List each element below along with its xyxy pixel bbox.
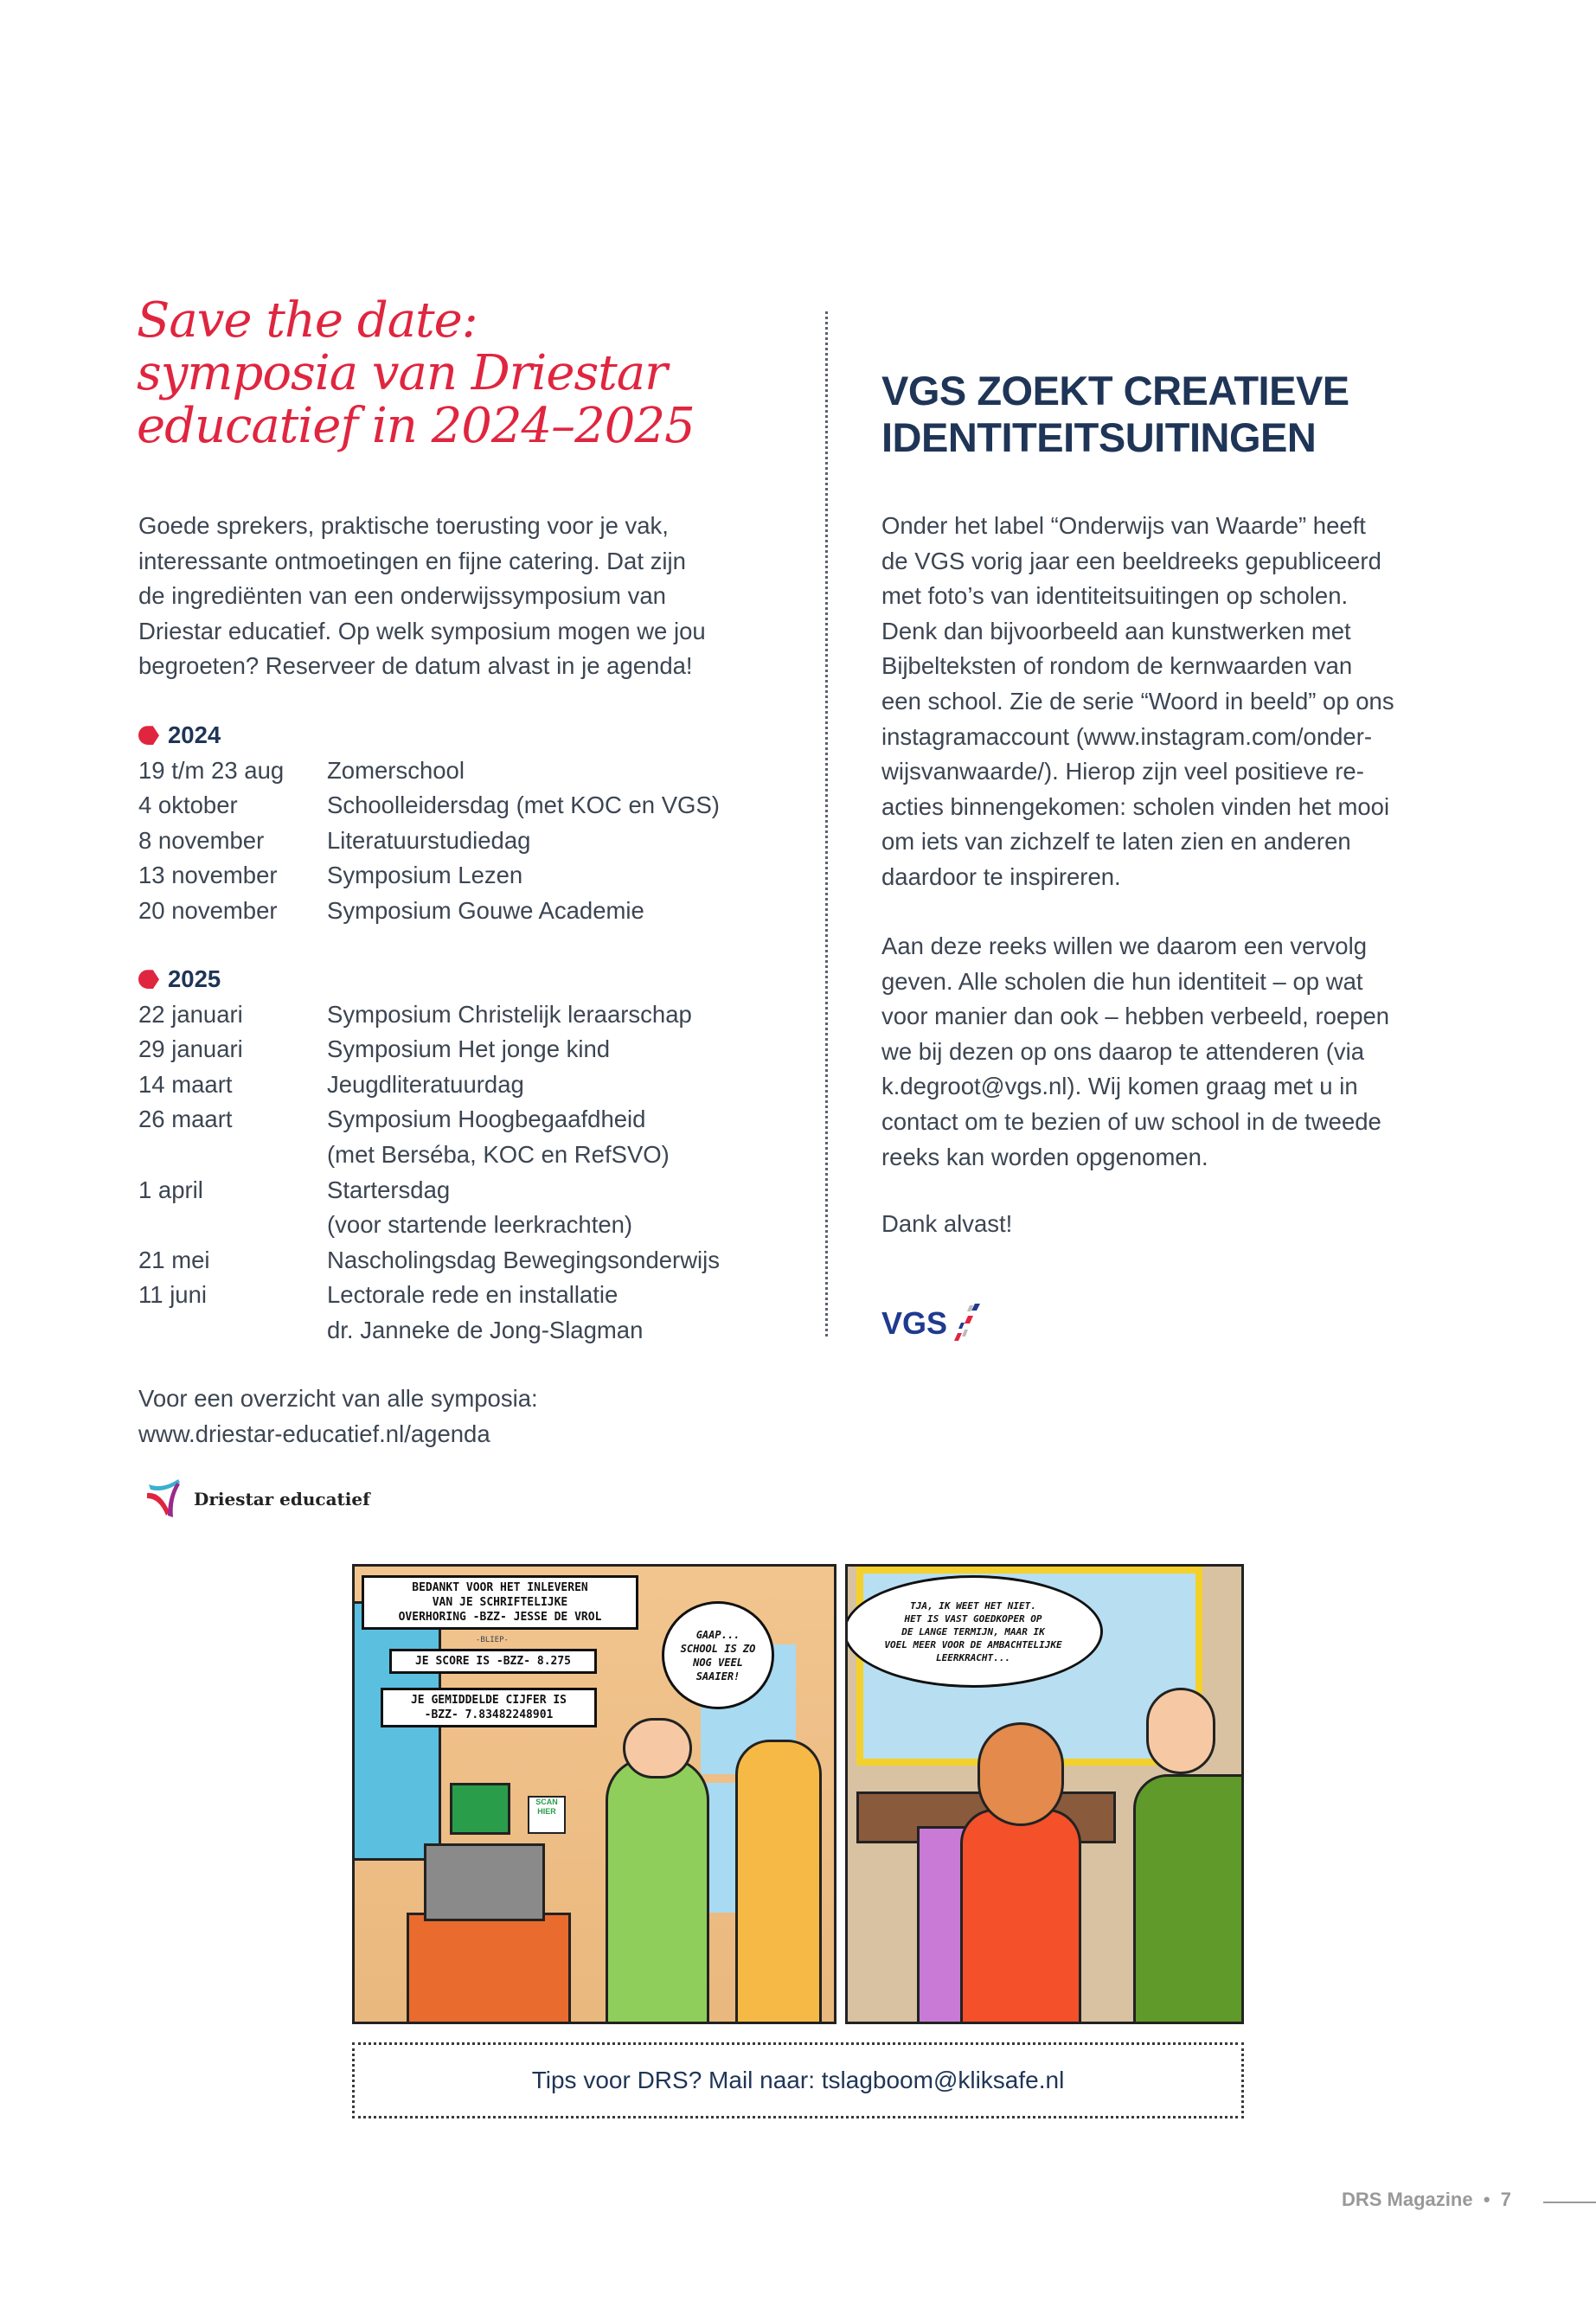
event-name: Startersdag [327,1176,451,1203]
text-line: k.degroot@vgs.nl). Wij komen graag met u in [881,1073,1358,1100]
teacher-man [1133,1774,1244,2024]
event-date: 8 november [138,826,265,854]
event-date [138,1313,327,1349]
title-line: educatief in 2024–2025 [137,398,695,454]
event-date: 4 oktober [138,792,238,819]
vgs-paragraph-2 [881,929,1389,1175]
yawning-student [606,1757,709,2024]
event-date: 26 maart [138,1106,233,1133]
text-line: Onder het label “Onderwijs van Waarde” heeft [881,512,1366,539]
bubble-line: HET IS VAST GOEDKOPER OP [904,1612,1042,1625]
events-2025 [138,962,813,1349]
event-date: 20 november [138,896,278,924]
comic-strip [352,1564,1244,2024]
text-line: instagramaccount (www.instagram.com/onder- [881,722,1373,750]
man-head [1146,1688,1215,1774]
text-line: contact om te bezien of uw school in de tweede [881,1107,1381,1135]
event-row [138,1032,813,1067]
events-2024 [138,718,813,929]
event-row [138,1067,813,1103]
thanks-text: Dank alvast! [881,1210,1013,1237]
event-date: 29 januari [138,1035,243,1063]
year-label: 2024 [168,721,221,748]
scanner-machine [424,1843,545,1921]
year-heading-2025 [138,962,813,997]
text-line: Aan deze reeks willen we daarom een vervolg [881,933,1367,959]
event-date: 22 januari [138,1000,243,1028]
page-footer: DRS Magazine • 7 [1342,2189,1511,2210]
bubble-line: OVERHORING -BZZ- JESSE DE VROL [398,1611,602,1624]
logo-text: Driestar educatief [194,1489,370,1509]
text-line: Denk dan bijvoorbeeld aan kunstwerken met [881,617,1351,644]
vgs-logo [881,1302,982,1345]
bubble-line: VAN JE SCHRIFTELIJKE [432,1596,568,1609]
event-name: Literatuurstudiedag [327,826,531,854]
intro-paragraph [138,509,706,684]
event-row [138,1173,813,1208]
event-row [138,824,813,859]
bubble-line: JE GEMIDDELDE CIJFER IS [410,1694,567,1707]
event-row [138,858,813,894]
student-head [623,1718,692,1779]
event-name: dr. Janneke de Jong-Slagman [327,1316,644,1343]
event-date: 21 mei [138,1246,210,1273]
text-line: Goede sprekers, praktische toerusting voor je vak, [138,512,669,539]
driestar-logo-icon [145,1477,187,1521]
text-line: met foto’s van identiteitsuitingen op scholen. [881,582,1349,610]
text-line: geven. Alle scholen die hun identiteit – op wat [881,967,1363,995]
bubble-line: BEDANKT VOOR HET INLEVEREN [412,1581,588,1594]
text-line: interessante ontmoetingen en fijne catering. Dat zijn [138,547,686,574]
text-line: reeks kan worden opgenomen. [881,1143,1208,1170]
bubble-line: TJA, IK WEET HET NIET. [910,1599,1036,1612]
bullet-icon [138,726,159,745]
year-label: 2025 [168,965,221,992]
event-row [138,1102,813,1138]
event-date: 19 t/m 23 aug [138,756,285,784]
text-line: begroeten? Reserveer de datum alvast in je agenda! [138,652,693,680]
event-row [138,1243,813,1279]
event-date [138,1138,327,1173]
vgs-logo-text: VGS [881,1305,948,1341]
event-row [138,788,813,824]
text-line: voor manier dan ook – hebben verbeeld, roepen [881,1003,1390,1030]
page-number: 7 [1500,2189,1511,2210]
text-line: we bij dezen op ons daarop te attenderen (via [881,1037,1365,1065]
bubble-line: DE LANGE TERMIJN, MAAR IK [901,1625,1045,1638]
tip-text[interactable]: Tips voor DRS? Mail naar: tslagboom@kliksafe.nl [531,2067,1065,2093]
vgs-heading [881,368,1349,461]
magazine-name: DRS Magazine [1342,2189,1473,2210]
event-name: Symposium Lezen [327,862,523,889]
bullet-icon [138,970,159,989]
text-line: om iets van zichzelf te laten zien en anderen [881,828,1351,856]
desk [407,1913,571,2024]
teacher-hair [977,1722,1064,1826]
event-name: (met Berséba, KOC en RefSVO) [327,1140,670,1168]
bubble-line: VOEL MEER VOOR DE AMBACHTELIJKE [884,1638,1062,1650]
heading-line: VGS ZOEKT CREATIEVE [881,368,1349,413]
comic-panel-left [352,1564,836,2024]
event-date: 11 juni [138,1281,207,1309]
event-row [138,997,813,1033]
title-line: Save the date: [137,292,478,349]
event-name: Lectorale rede en installatie [327,1281,619,1309]
score-bubble: JE SCORE IS -BZZ- 8.275 [389,1649,597,1674]
event-name: (voor startende leerkrachten) [327,1211,633,1239]
year-heading-2024 [138,718,813,753]
event-row [138,753,813,789]
text-line: wijsvanwaarde/). Hierop zijn veel positieve re- [881,758,1364,785]
event-name: Symposium Hoogbegaafdheid [327,1106,646,1133]
teacher-woman [960,1809,1081,2024]
bubble-line: NOG VEEL [693,1656,743,1669]
overview-note [138,1381,538,1452]
event-name: Symposium Het jonge kind [327,1035,611,1063]
tablet-screen [450,1783,510,1835]
event-date: 1 april [138,1176,203,1203]
bubble-line: SCHOOL IS ZO [680,1642,756,1655]
text-line: Driestar educatief. Op welk symposium mogen we jou [138,617,706,644]
bubble-line: GAAP... [695,1628,740,1641]
event-row [138,1313,813,1349]
event-date: 13 november [138,862,278,889]
event-name: Jeugdliteratuurdag [327,1070,524,1098]
text-line: de VGS vorig jaar een beeldreeks gepubliceerd [881,547,1381,574]
event-row [138,1278,813,1313]
event-name: Schoolleidersdag (met KOC en VGS) [327,792,720,819]
title-line: symposia van Driestar [137,345,667,401]
event-name: Nascholingsdag Bewegingsonderwijs [327,1246,721,1273]
driestar-logo [145,1477,370,1521]
event-row [138,1208,813,1243]
text-line: de ingrediënten van een onderwijssymposium van [138,582,666,610]
bliep-text: -BLIEP- [476,1636,509,1644]
vgs-stripes-icon [952,1302,982,1345]
whiteboard [352,1601,441,1861]
heading-line: IDENTITEITSUITINGEN [881,414,1317,460]
student-speech-bubble [662,1601,774,1709]
bubble-line: LEERKRACHT... [935,1651,1011,1663]
average-bubble [381,1688,597,1727]
event-row [138,1138,813,1173]
bubble-line: -BZZ- 7.83482248901 [424,1708,554,1721]
column-divider [825,311,828,1336]
text-line: acties binnengekomen: scholen vinden het mooi [881,792,1390,820]
agenda-link[interactable]: www.driestar-educatief.nl/agenda [138,1420,490,1447]
event-date [138,1208,327,1243]
text-line: daardoor te inspireren. [881,862,1121,890]
event-date: 14 maart [138,1070,233,1098]
teacher-speech-bubble [845,1575,1103,1688]
bubble-line: SAAIER! [695,1670,740,1682]
text-line: een school. Zie de serie “Woord in beeld” op ons [881,687,1394,715]
girl-student [735,1740,822,2024]
comic-panel-right [845,1564,1244,2024]
screen-speech-bubble [362,1575,638,1630]
save-the-date-title [137,294,695,452]
footer-rule [1543,2202,1596,2203]
text-line: Voor een overzicht van alle symposia: [138,1385,538,1412]
event-name: Symposium Christelijk leraarschap [327,1000,692,1028]
vgs-paragraph-1 [881,509,1394,895]
text-line: Bijbelteksten of rondom de kernwaarden van [881,652,1353,680]
scan-sign: SCAN HIER [528,1796,566,1834]
tip-box [352,2042,1244,2118]
event-name: Zomerschool [327,756,465,784]
event-row [138,894,813,929]
event-name: Symposium Gouwe Academie [327,896,644,924]
